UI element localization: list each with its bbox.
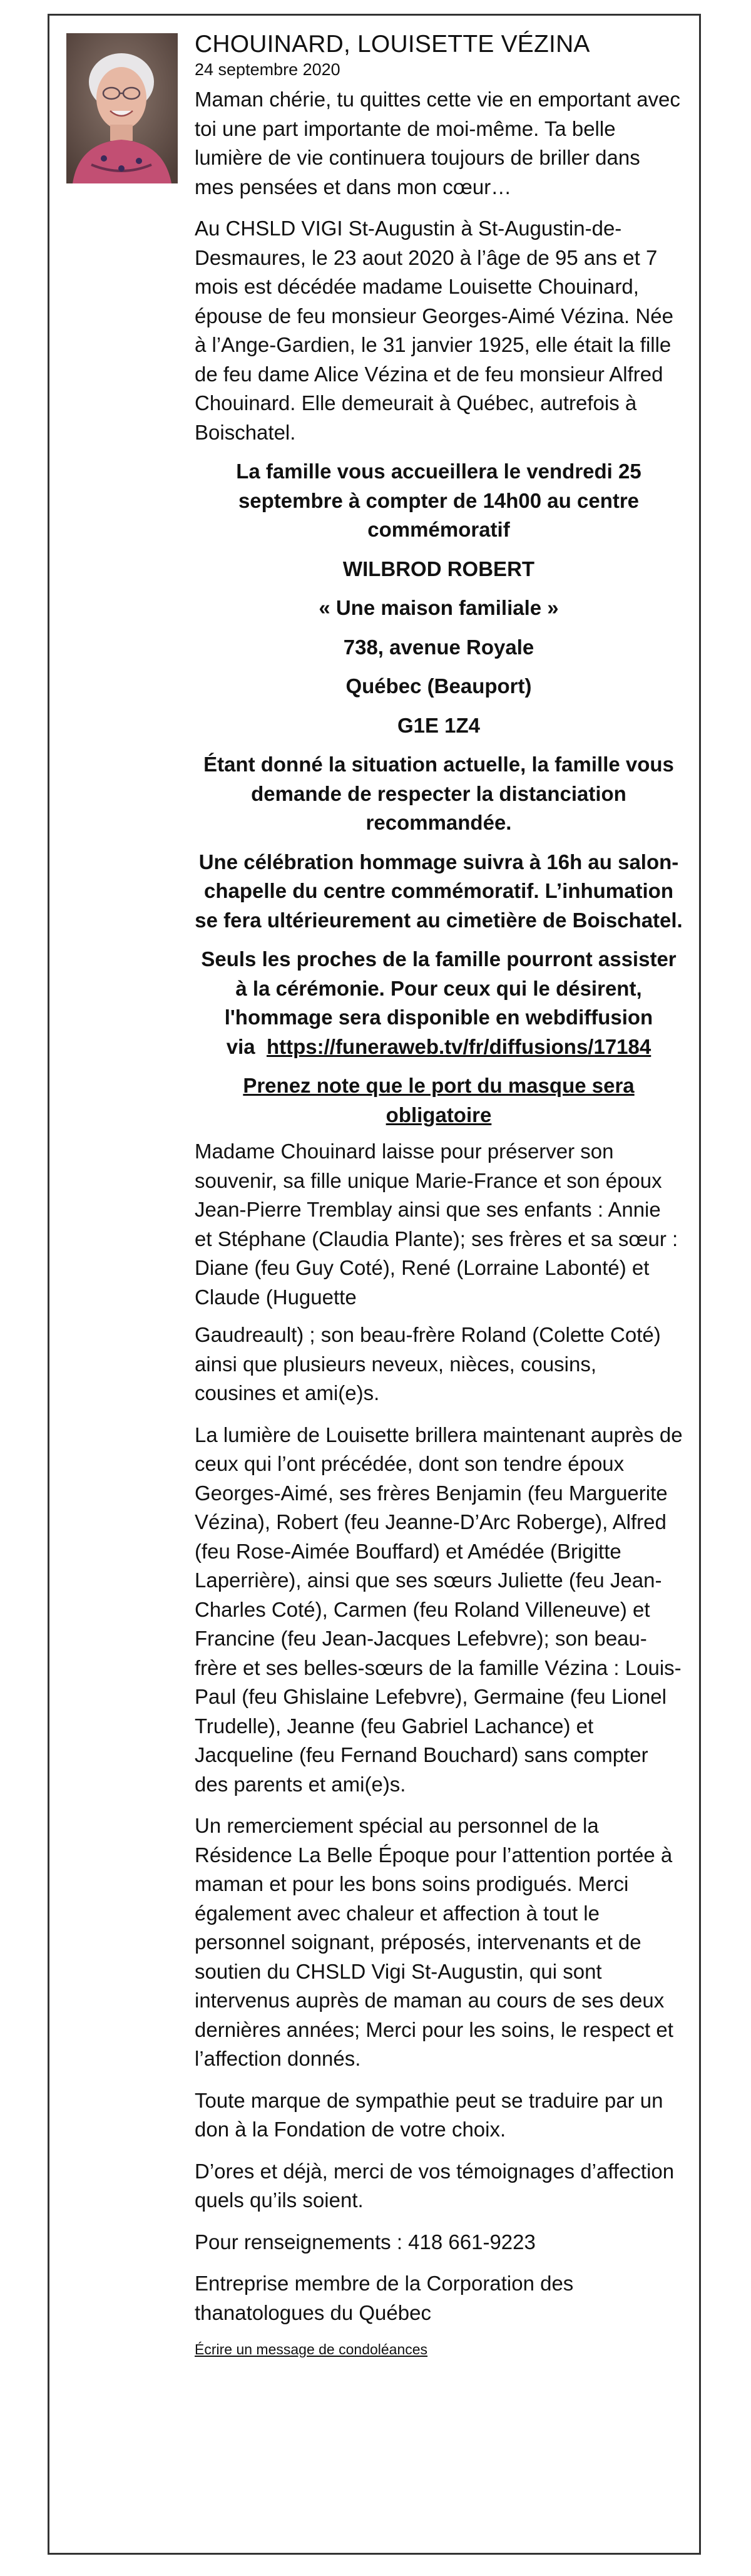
obituary-content — [195, 30, 683, 2359]
mask-notice — [195, 1071, 683, 1130]
survivors-paragraph-continued: Gaudreault) ; son beau-frère Roland (Colette Coté) ainsi que plusieurs neveux, nièces, cousins, cousines et ami(e)s. — [195, 1323, 661, 1404]
intro-paragraph: Maman chérie, tu quittes cette vie en emportant avec toi une part importante de moi-même. Ta belle lumière de vie continuera toujours de briller dans mes pensées et dans mon cœur… — [195, 88, 680, 198]
sympathy-paragraph: Toute marque de sympathie peut se traduire par un don à la Fondation de votre choix. — [195, 2088, 663, 2141]
mask-notice-text: Prenez note que le port du masque sera obligatoire — [243, 1074, 635, 1126]
visitation-info: La famille vous accueillera le vendredi 25 septembre à compter de 14h00 au centre commémoratif — [236, 460, 641, 541]
venue-city: Québec (Beauport) — [345, 674, 532, 698]
ceremony-info: Une célébration hommage suivra à 16h au salon-chapelle du centre commémoratif. L’inhumation se fera ultérieurement au cimetière de Boischatel. — [195, 850, 683, 932]
portrait-photo — [66, 33, 178, 183]
webcast-via-label: via — [226, 1034, 255, 1058]
venue-street: 738, avenue Royale — [343, 635, 534, 659]
gratitude-paragraph: D’ores et déjà, merci de vos témoignages d’affection quels qu’ils soient. — [195, 2159, 675, 2212]
distancing-notice: Étant donné la situation actuelle, la famille vous demande de respecter la distanciation recommandée. — [203, 753, 674, 834]
publication-date: 24 septembre 2020 — [195, 60, 340, 79]
webcast-link-line — [195, 1033, 683, 1062]
thanks-paragraph: Un remerciement spécial au personnel de la Résidence La Belle Époque pour l’attention portée à maman et pour les bons soins prodigués. Merci également avec chaleur et affection à tout le personnel soignant, préposés, intervenants et de soutien du CHSLD Vigi St-Augustin, qui sont intervenus auprès de maman au cours de ses deux dernières années; Merci pour les soins, le respect et l’affection donnés. — [195, 1814, 673, 2070]
condolence-link[interactable]: Écrire un message de condoléances — [195, 2341, 428, 2357]
webcast-link[interactable]: https://funeraweb.tv/fr/diffusions/17184 — [266, 1034, 651, 1058]
venue-postal-code: G1E 1Z4 — [397, 713, 481, 737]
webcast-info: Seuls les proches de la famille pourront assister à la cérémonie. Pour ceux qui le désirent, l'hommage sera disponible en webdiffusion — [201, 947, 677, 1029]
membership-info: Entreprise membre de la Corporation des thanatologues du Québec — [195, 2272, 574, 2324]
venue-name: WILBROD ROBERT — [342, 557, 535, 580]
survivors-paragraph: Madame Chouinard laisse pour préserver son souvenir, sa fille unique Marie-France et son époux Jean-Pierre Tremblay ainsi que ses enfants : Annie et Stéphane (Claudia Plante); ses frères et sa sœur : Diane (feu Guy Coté), René (Lorraine Labonté) et Claude (Huguette — [195, 1140, 678, 1309]
predeceased-paragraph: La lumière de Louisette brillera maintenant auprès de ceux qui l’ont précédée, dont son tendre époux Georges-Aimé, ses frères Benjamin (feu Marguerite Vézina), Robert (feu Jeanne-D’Arc Roberge), Alfred (feu Rose-Aimée Bouffard) et Amédée (Brigitte Laperrière), ainsi que ses sœurs Juliette (feu Jean-Charles Coté), Carmen (feu Roland Villeneuve) et Francine (feu Jean-Jacques Lefebvre); son beau-frère et ses belles-sœurs de la famille Vézina : Louis-Paul (feu Ghislaine Lefebvre), Germaine (feu Lionel Trudelle), Jeanne (feu Gabriel Lachance) et Jacqueline (feu Fernand Bouchard) sans compter des parents et ami(e)s. — [195, 1423, 683, 1796]
venue-tagline: « Une maison familiale » — [319, 596, 559, 619]
deceased-name: CHOUINARD, LOUISETTE VÉZINA — [195, 31, 590, 58]
contact-info: Pour renseignements : 418 661-9223 — [195, 2230, 536, 2254]
announcement-paragraph: Au CHSLD VIGI St-Augustin à St-Augustin-de-Desmaures, le 23 aout 2020 à l’âge de 95 ans et 7 mois est décédée madame Louisette Chouinard, épouse de feu monsieur Georges-Aimé Vézina. Née à l’Ange-Gardien, le 31 janvier 1925, elle était la fille de feu dame Alice Vézina et de feu monsieur Alfred Chouinard. Elle demeurait à Québec, autrefois à Boischatel. — [195, 217, 673, 444]
